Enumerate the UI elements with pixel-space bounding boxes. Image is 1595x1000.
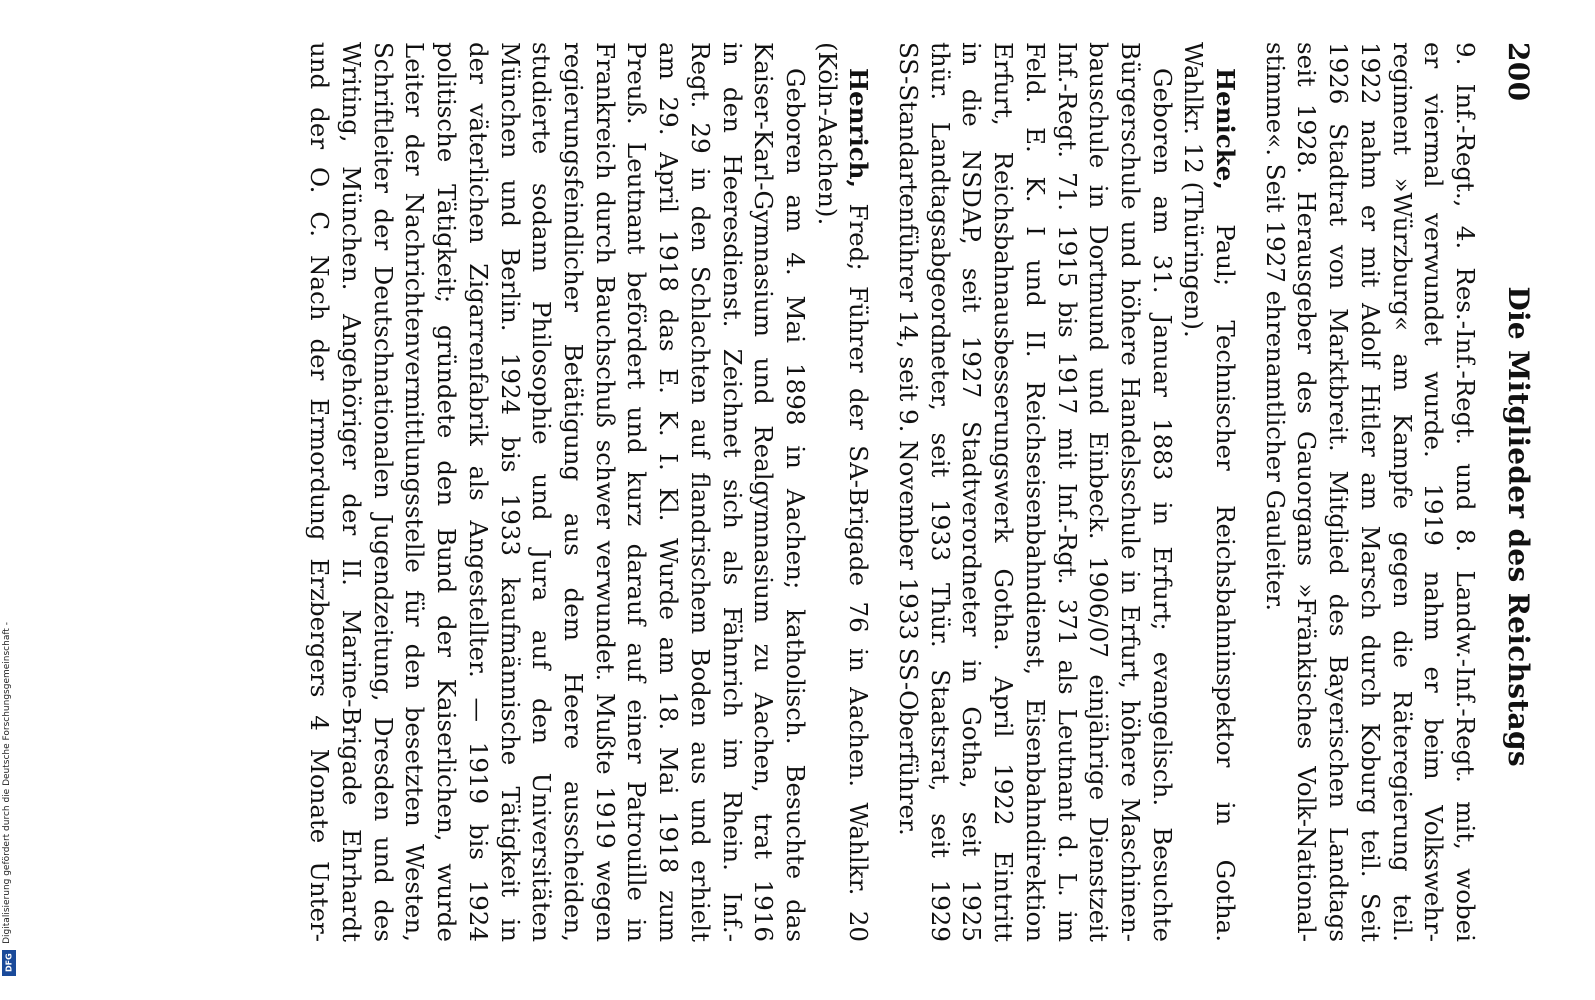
text-line: Feld. E. K. I und II. Reichseisenbahndienst, Eisenbahndirektion [1020,42,1050,942]
text-line: München und Berlin. 1924 bis 1933 kaufmännische Tätigkeit in [495,42,525,942]
text-line: 9. Inf.-Regt., 4. Res.-Inf.-Regt. und 8. Landw.-Inf.-Regt. mit, wobei [1451,42,1480,942]
entry-henrich [304,42,875,942]
funding-note: Digitalisierung gefördert durch die Deutsche Forschungsgemeinschaft - [2,622,12,944]
text-line: er viermal verwundet wurde. 1919 nahm er beim Volkswehr- [1419,42,1449,942]
text-line: bauschule in Dortmund und Einbeck. 1906/07 einjährige Dienstzeit [1084,42,1114,942]
text-line: Preuß. Leutnant befördert und kurz darauf auf einer Patrouille in [622,42,652,942]
text-line: Geboren am 4. Mai 1898 in Aachen; katholisch. Besuchte das [780,68,810,942]
heading-line [1209,42,1241,942]
text-line: regiment »Würzburg« am Kampfe gegen die Räteregierung teil. [1387,42,1417,942]
entry-heading [1178,42,1241,942]
text-line: studierte sodann Philosophie und Jura auf den Universitäten [527,42,557,942]
text-line: 1926 Stadtrat von Marktbreit. Mitglied des Bayerischen Landtags [1324,42,1354,942]
text-line: in die NSDAP, seit 1927 Stadtverordneter in Gotha, seit 1925 [957,42,987,942]
intro-paragraph [1259,42,1481,942]
text-line: thür. Landtagsabgeordneter, seit 1933 Thür. Staatsrat, seit 1929 [925,42,955,942]
entry-heading-rest: Fred; Führer der SA-Brigade 76 in Aachen. Wahlkr. 20 [844,188,874,942]
text-line: Frankreich durch Bauchschuß schwer verwundet. Mußte 1919 wegen [590,42,620,942]
text-line: SS-Standartenführer 14, seit 9. November 1933 SS-Oberführer. [894,42,924,836]
page-header [1495,42,1535,942]
side-strip [0,0,18,1000]
text-line: am 29. April 1918 das E. K. I. Kl. Wurde am 18. Mai 1918 zum [654,42,684,942]
heading-line: (Köln-Aachen). [812,42,842,226]
text-line: stimme«. Seit 1927 ehrenamtlicher Gauleiter. [1260,42,1290,612]
text-line: 1922 nahm er mit Adolf Hitler am Marsch durch Koburg teil. Seit [1355,42,1385,942]
text-line: Erfurt, Reichsbahnausbesserungswerk Gotha. April 1922 Eintritt [989,42,1019,942]
entry-body [304,42,811,942]
entry-henicke [892,42,1241,942]
entry-heading [811,42,874,942]
page-content [65,42,1535,942]
text-line: Inf.-Regt. 71. 1915 bis 1917 mit Inf.-Rgt. 371 als Leutnant d. L. im [1052,42,1082,942]
running-title: Die Mitglieder des Reichstags [1502,286,1535,767]
page-number: 200 [1502,42,1535,102]
entry-body [892,42,1177,942]
entry-heading-rest: Paul; Technischer Reichsbahninspektor in Gotha. [1211,189,1241,942]
entry-name: Henicke, [1211,68,1241,190]
text-line: Writing, München. Angehöriger der II. Marine-Brigade Ehrhardt [337,42,367,942]
text-line: in den Heeresdienst. Zeichnet sich als Fähnrich im Rhein. Inf.- [717,42,747,942]
heading-line [843,42,875,942]
text-line: Regt. 29 in den Schlachten auf flandrischem Boden aus und erhielt [685,42,715,942]
text-line: Leiter der Nachrichtenvermittlungsstelle für den besetzten Westen, [400,42,430,942]
dfg-logo: DFG [2,950,16,976]
text-line: regierungsfeindlicher Betätigung aus dem Heere ausscheiden, [559,42,589,942]
text-line: Geboren am 31. Januar 1883 in Erfurt; evangelisch. Besuchte [1147,68,1177,942]
text-line: Kaiser-Karl-Gymnasium und Realgymnasium zu Aachen, trat 1916 [749,42,779,942]
text-line: seit 1928. Herausgeber des Gauorgans »Fränkisches Volk-National- [1292,42,1322,942]
heading-line: Wahlkr. 12 (Thüringen). [1179,42,1209,338]
text-line: Schriftleiter der Deutschnationalen Jugendzeitung, Dresden und des [368,42,398,942]
text-line: der väterlichen Zigarrenfabrik als Angestellter. — 1919 bis 1924 [463,42,493,942]
text-line: Bürgerschule und höhere Handelsschule in Erfurt, höhere Maschinen- [1115,42,1145,942]
text-line: politische Tätigkeit; gründete den Bund der Kaiserlichen, wurde [432,42,462,942]
entry-name: Henrich, [844,68,874,189]
text-line: und der O. C. Nach der Ermordung Erzbergers 4 Monate Unter- [305,42,335,942]
